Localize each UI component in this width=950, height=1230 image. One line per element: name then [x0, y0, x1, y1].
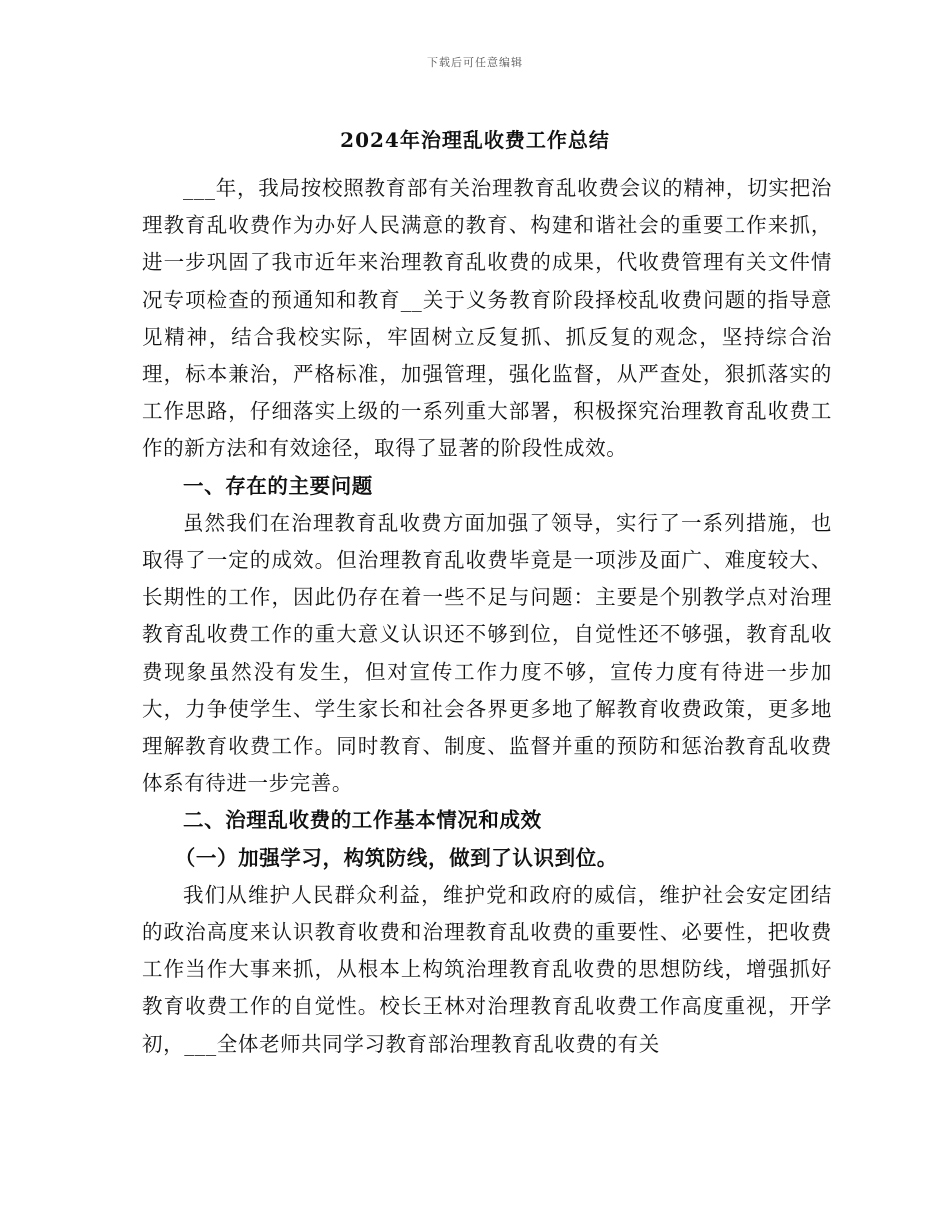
section-heading-problems: 一、存在的主要问题 [183, 473, 373, 498]
intro-paragraph: ___年，我局按校照教育部有关治理教育乱收费会议的精神，切实把治理教育乱收费作为办好人民满意的教育、构建和谐社会的重要工作来抓，进一步巩固了我市近年来治理教育乱收费的成果，代收费管理有关文件情况专项检查的预通知和教育__关于义务教育阶段择校乱收费问题的指导意见精神，结合我校实际，牢固树立反复抓、抓反复的观念，坚持综合治理，标本兼治，严格标准，加强管理，强化监督，从严查处，狠抓落实的工作思路，仔细落实上级的一系列重大部署，积极探究治理教育乱收费工作的新方法和有效途径，取得了显著的阶段性成效。 [142, 176, 832, 461]
document-title: 2024年治理乱收费工作总结 [340, 128, 610, 152]
subsection-heading-study: （一）加强学习，构筑防线，做到了认识到位。 [174, 845, 618, 870]
header-note: 下载后可任意编辑 [427, 56, 523, 69]
study-paragraph: 我们从维护人民群众利益，维护党和政府的威信，维护社会安定团结的政治高度来认识教育收费和治理教育乱收费的重要性、必要性，把收费工作当作大事来抓，从根本上构筑治理教育乱收费的思想防线，增强抓好教育收费工作的自觉性。校长王林对治理教育乱收费工作高度重视，开学初，___全体老师共同学习教育部治理教育乱收费的有关 [142, 882, 832, 1056]
problems-paragraph: 虽然我们在治理教育乱收费方面加强了领导，实行了一系列措施，也取得了一定的成效。但治理教育乱收费毕竟是一项涉及面广、难度较大、长期性的工作，因此仍存在着一些不足与问题：主要是个别教学点对治理教育乱收费工作的重大意义认识还不够到位，自觉性还不够强，教育乱收费现象虽然没有发生，但对宣传工作力度不够，宣传力度有待进一步加大，力争使学生、学生家长和社会各界更多地了解教育收费政策，更多地理解教育收费工作。同时教育、制度、监督并重的预防和惩治教育乱收费体系有待进一步完善。 [142, 510, 832, 796]
document-body [142, 170, 832, 1063]
section-heading-work-status: 二、治理乱收费的工作基本情况和成效 [183, 808, 542, 833]
